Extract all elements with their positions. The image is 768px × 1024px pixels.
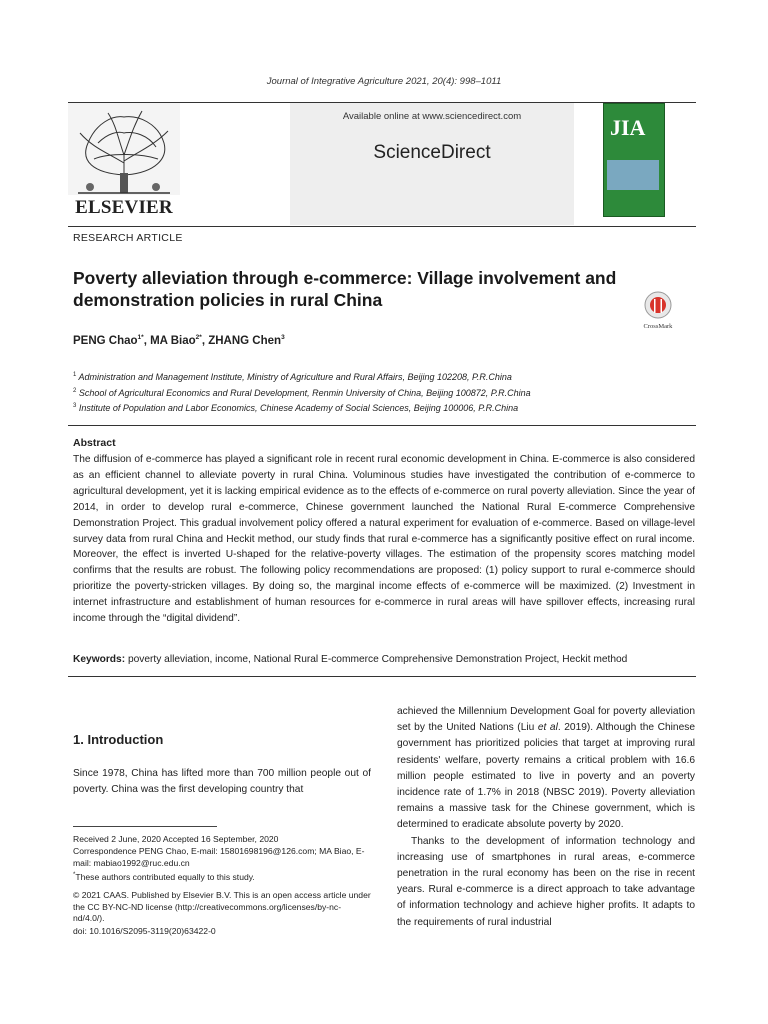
journal-cover-title: JIA [610,115,646,140]
affiliation: $^1$ Administration and Management Institute, Ministry of Agriculture and Rural Affairs, Beijing 102208, P.R.China [73,372,512,382]
equal-contribution-note: *These authors contributed equally to this study. [73,871,255,882]
elsevier-wordmark: ELSEVIER [75,197,173,218]
left-column [73,766,371,798]
author-list: PENG Chao$^{1*}$, MA Biao$^{2*}$, ZHANG Chen$^3$ [73,334,285,347]
abstract-text: The diffusion of e-commerce has played a significant role in recent rural economic development in China. E-commerce is also considered as an efficient channel to alleviate poverty in rural China. Voluminous studies have investigated the contribution of e-commerce to agricultural development, yet it is lacking empirical evidence as to the effects of e-commerce on rural poverty alleviation. Since the year of 2014, in order to develop rural e-commerce, Chinese government launched the National Rural E-commerce Comprehensive Demonstration Project. This gradual involvement policy offered a natural experiment for evaluation of e-commerce. Based on village-level survey data from rural China and Heckit method, our study finds that rural e-commerce has a significantly positive effect on rural income. Moreover, the effect is inverted U-shaped for the relative-poverty villages. The estimation of the propensity scores matching model confirms that the results are robust. The following policy recommendations are proposed: (1) policy support to rural e-commerce should prioritize the poverty-stricken villages. By doing so, the marginal income effects of e-commerce will be maximized. (2) Investment in internet infrastructure and establishment of human resources for e-commerce in rural areas will have spillover effects, increasing rural income through the “digital dividend”. [73,454,695,625]
keywords-bottom-rule [68,676,696,677]
author-sup: 2* [195,334,202,341]
journal-citation: Journal of Integrative Agriculture 2021, 20(4): 998–1011 [266,76,502,87]
keywords-text: poverty alleviation, income, National Rural E-commerce Comprehensive Demonstration Project, Heckit method [127,654,628,665]
paragraph: Since 1978, China has lifted more than 700 million people out of poverty. China was the first developing country that [73,768,371,796]
author-name[interactable]: ZHANG Chen [208,334,282,347]
author-sup: 3 [281,334,285,341]
license-note: © 2021 CAAS. Published by Elsevier B.V. This is an open access article under the CC BY-NC-ND license (http://creativecommons.org/licenses/by-nc-nd/4.0/). [73,890,371,924]
journal-cover-photo [607,160,659,190]
crossmark-icon[interactable] [638,290,678,330]
header-bottom-rule [68,226,696,227]
keywords [73,654,713,665]
author-name[interactable]: MA Biao [150,334,196,347]
affiliation: $^3$ Institute of Population and Labor Economics, Chinese Academy of Social Sciences, Beijing 100006, P.R.China [73,403,519,413]
article-title: Poverty alleviation through e-commerce: Village involvement and demonstration policies in rural China [73,268,617,310]
abstract-top-rule [68,425,696,426]
sciencedirect-brand: ScienceDirect [373,142,491,163]
available-online-text: Available online at www.sciencedirect.com [342,111,522,122]
affiliation: $^2$ School of Agricultural Economics and Rural Development, Renmin University of China, Beijing 100872, P.R.China [73,388,531,398]
author-name[interactable]: PENG Chao [73,334,138,347]
footnote-rule [73,826,217,827]
abstract-heading: Abstract [73,437,116,449]
section-heading: 1. Introduction [73,732,164,747]
right-column [397,704,695,931]
crossmark-label: CrossMark [643,323,673,330]
paragraph: Thanks to the development of information technology and increasing use of smartphones in rural areas, e-commerce penetration in the rural economy has been on the rise in recent years. Rural e-commerce is a direct approach to take advantage of information technology and achieve higher profits. It adapts to the requirements of rural industrial [397,835,695,928]
article-type-label: RESEARCH ARTICLE [73,232,183,244]
received-dates: Received 2 June, 2020 Accepted 16 September, 2020 [73,834,279,844]
doi[interactable]: doi: 10.1016/S2095-3119(20)63422-0 [73,926,216,936]
correspondence: Correspondence PENG Chao, E-mail: 15801698196@126.com; MA Biao, E-mail: mabiao1992@ruc.edu.cn [73,846,365,868]
keywords-label: Keywords: [73,654,126,665]
author-sup: 1* [137,334,144,341]
paragraph: achieved the Millennium Development Goal for poverty alleviation set by the United Nations (Liu et al. 2019). Although the Chinese government has prioritized policies that target at improving rural residents' welfare, poverty remains a critical problem with 16.6 million people estimated to live in poverty and an poverty incidence rate of 1.7% in 2018 (NBSC 2019). Poverty alleviation remains a massive task for the Chinese government, which is determined to eradicate absolute poverty by 2020. [397,706,696,831]
